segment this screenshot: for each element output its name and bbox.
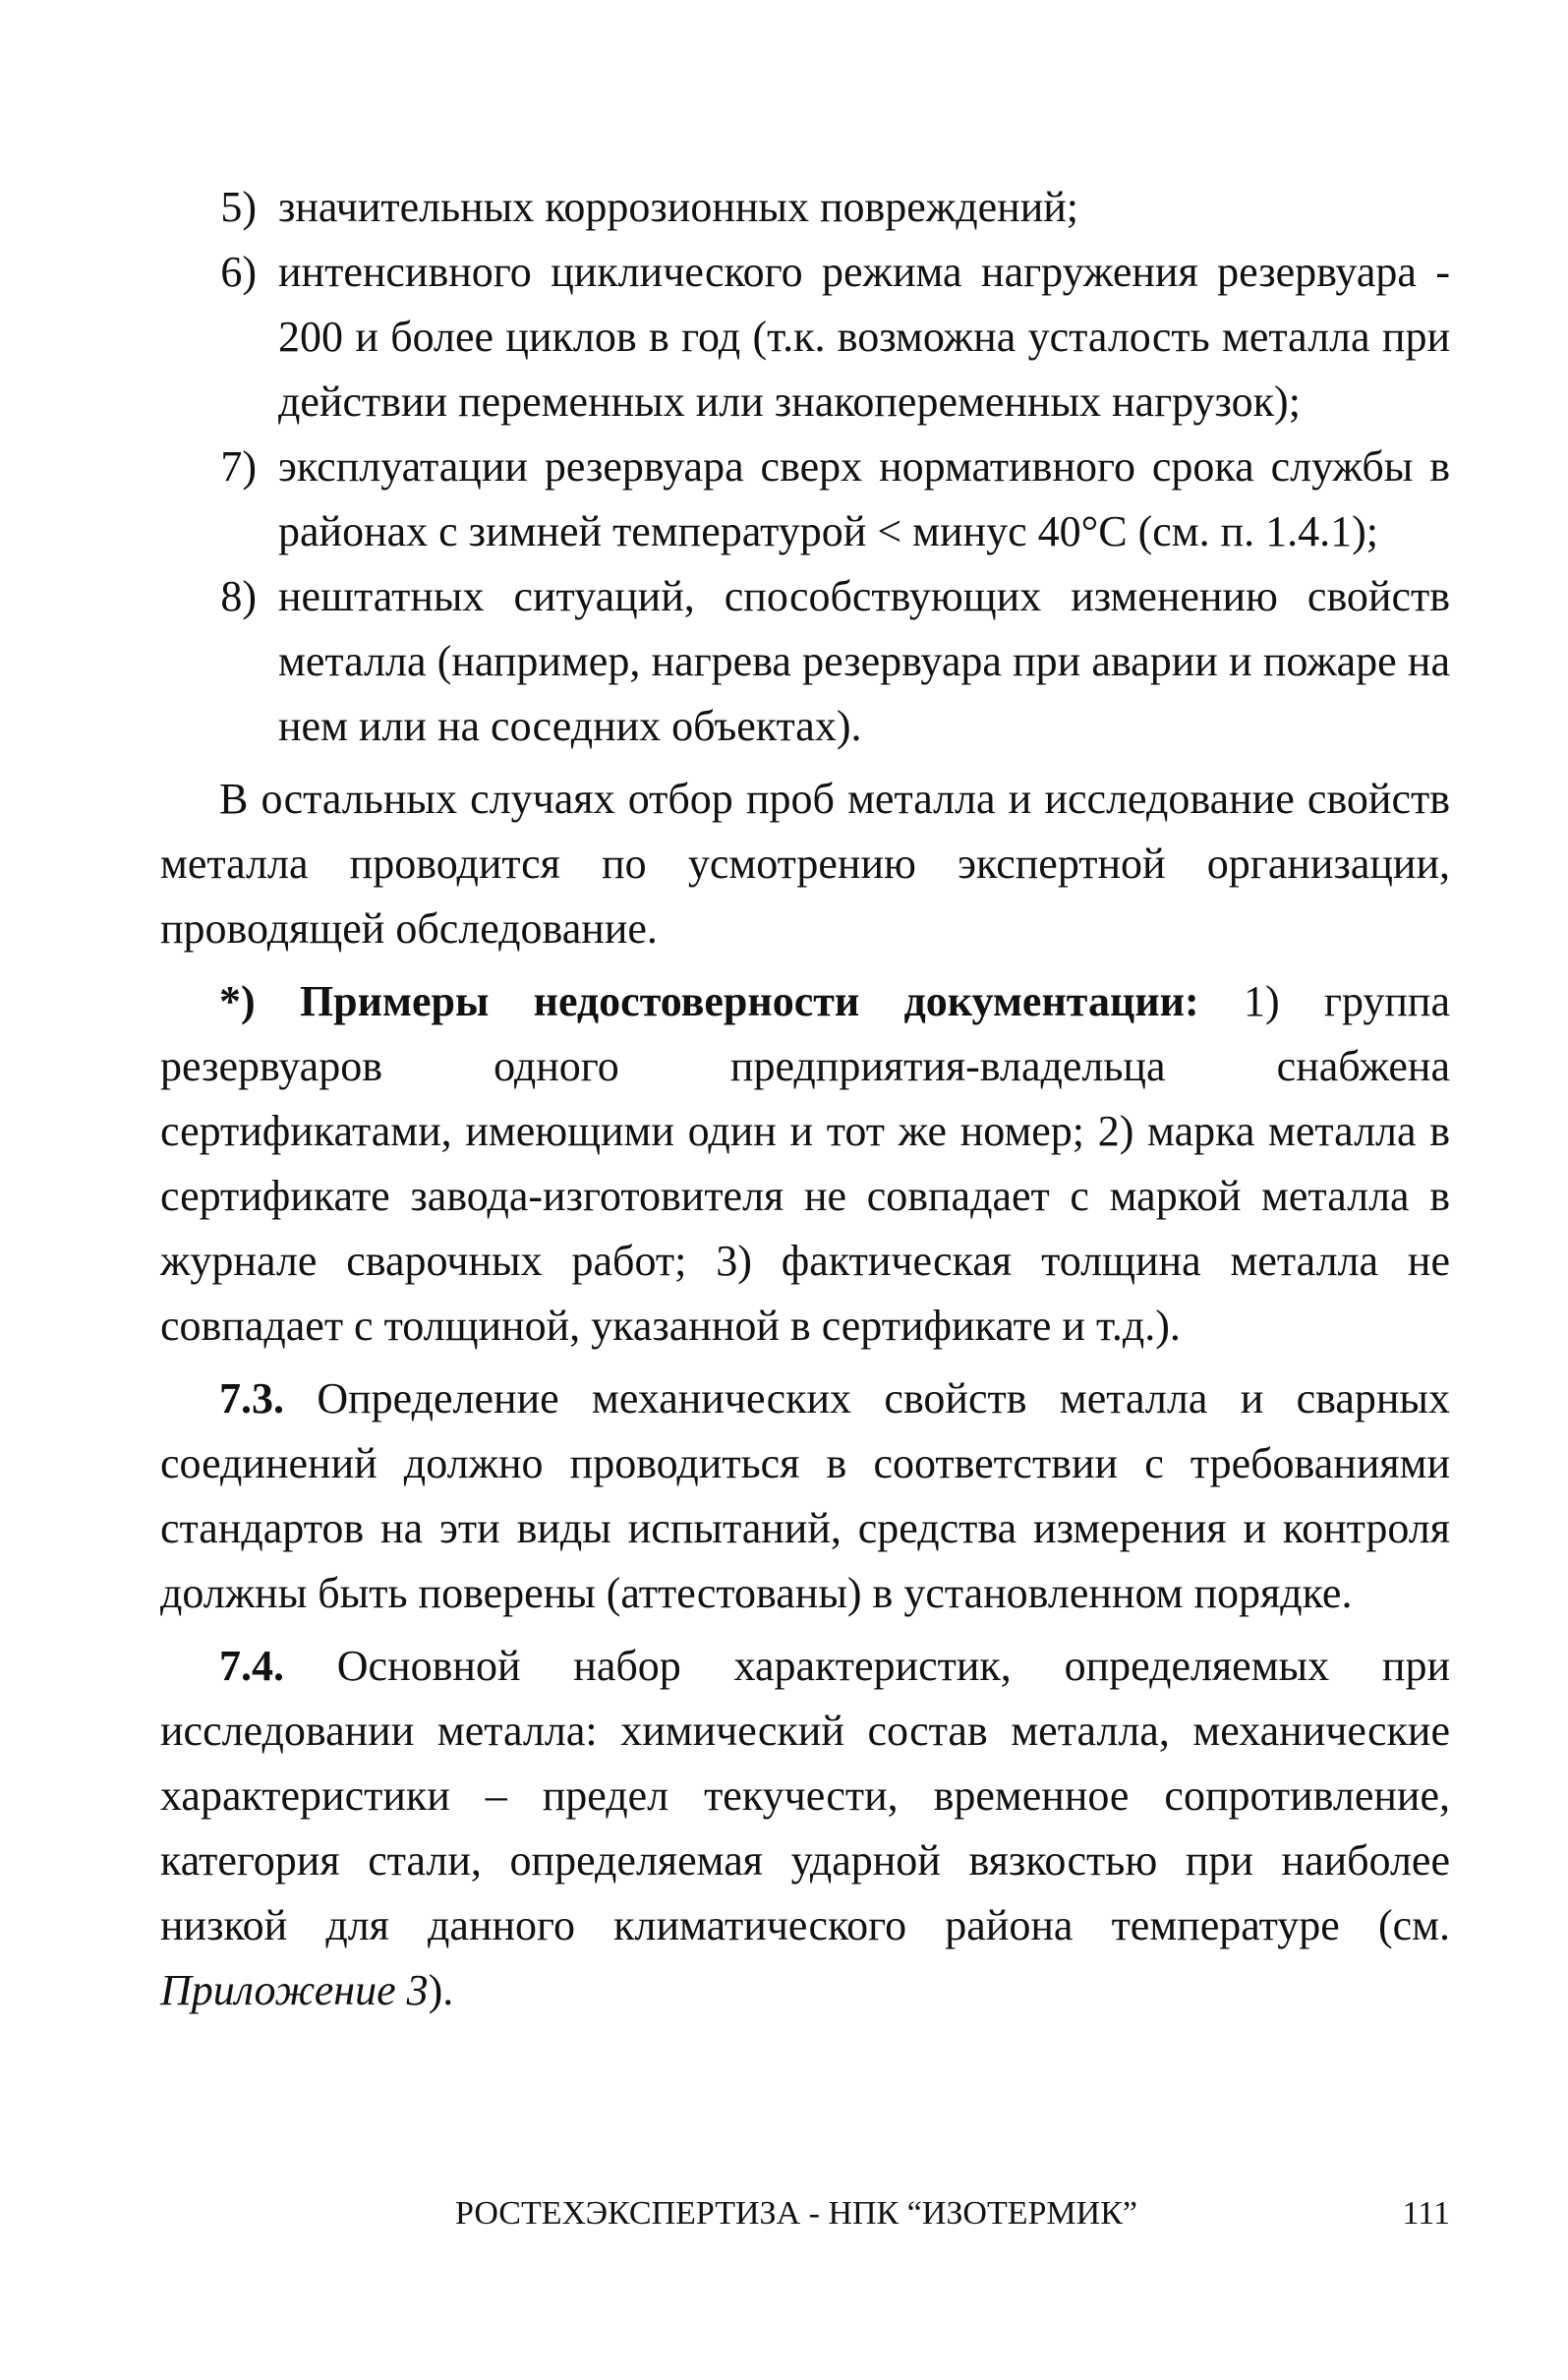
list-item — [160, 564, 1450, 759]
list-item — [160, 240, 1450, 435]
footer-organization: РОСТЕХЭКСПЕРТИЗА - НПК “ИЗОТЕРМИК” — [455, 2195, 1137, 2232]
section-tail: ). — [428, 1966, 454, 2014]
paragraph-documentation-examples — [160, 969, 1450, 1359]
list-item-number: 8) — [220, 572, 257, 620]
list-item-text: значительных коррозионных повреждений; — [278, 183, 1079, 231]
list-item-number: 7) — [220, 442, 257, 491]
page-number: 111 — [1402, 2195, 1450, 2232]
list-item-text: интенсивного циклического режима нагружения резервуара - 200 и более циклов в год (т.к. возможна усталость металла при действии переменных или знакопеременных нагрузок); — [278, 248, 1450, 426]
section-text: Основной набор характеристик, определяемых при исследовании металла: химический состав металла, механические характеристики – предел текучести, временное сопротивление, категория стали, определяемая ударной вязкостью при наиболее низкой для данного климатического района температуре (см. — [160, 1642, 1450, 1949]
conditions-list — [160, 175, 1450, 759]
section-7-4 — [160, 1634, 1450, 2023]
examples-text: 1) группа резервуаров одного предприятия-владельца снабжена сертификатами, имеющими один и тот же номер; 2) марка металла в сертификате завода-изготовителя не совпадает с маркой металла в журнале сварочных работ; 3) фактическая толщина металла не совпадает с толщиной, указанной в сертификате и т.д.). — [160, 977, 1450, 1350]
appendix-reference: Приложение 3 — [160, 1966, 429, 2014]
list-item-text: нештатных ситуаций, способствующих изменению свойств металла (например, нагрева резервуара при аварии и пожаре на нем или на соседних объектах). — [278, 572, 1450, 750]
list-item-text: эксплуатации резервуара сверх нормативного срока службы в районах с зимней температурой < минус 40°С (см. п. 1.4.1); — [278, 442, 1450, 555]
list-item — [160, 175, 1450, 240]
list-item — [160, 435, 1450, 564]
examples-heading: *) Примеры недостоверности документации: — [219, 977, 1199, 1025]
paragraph-other-cases: В остальных случаях отбор проб металла и исследование свойств металла проводится по усмотрению экспертной организации, проводящей обследование. — [160, 775, 1450, 953]
section-number: 7.3. — [219, 1374, 284, 1422]
section-number: 7.4. — [219, 1642, 284, 1690]
section-7-3 — [160, 1366, 1450, 1626]
list-item-number: 5) — [220, 183, 257, 231]
page-content — [160, 175, 1450, 2023]
section-text: Определение механических свойств металла и сварных соединений должно проводиться в соответствии с требованиями стандартов на эти виды испытаний, средства измерения и контроля должны быть поверены (аттестованы) в установленном порядке. — [160, 1374, 1450, 1617]
list-item-number: 6) — [220, 248, 257, 296]
